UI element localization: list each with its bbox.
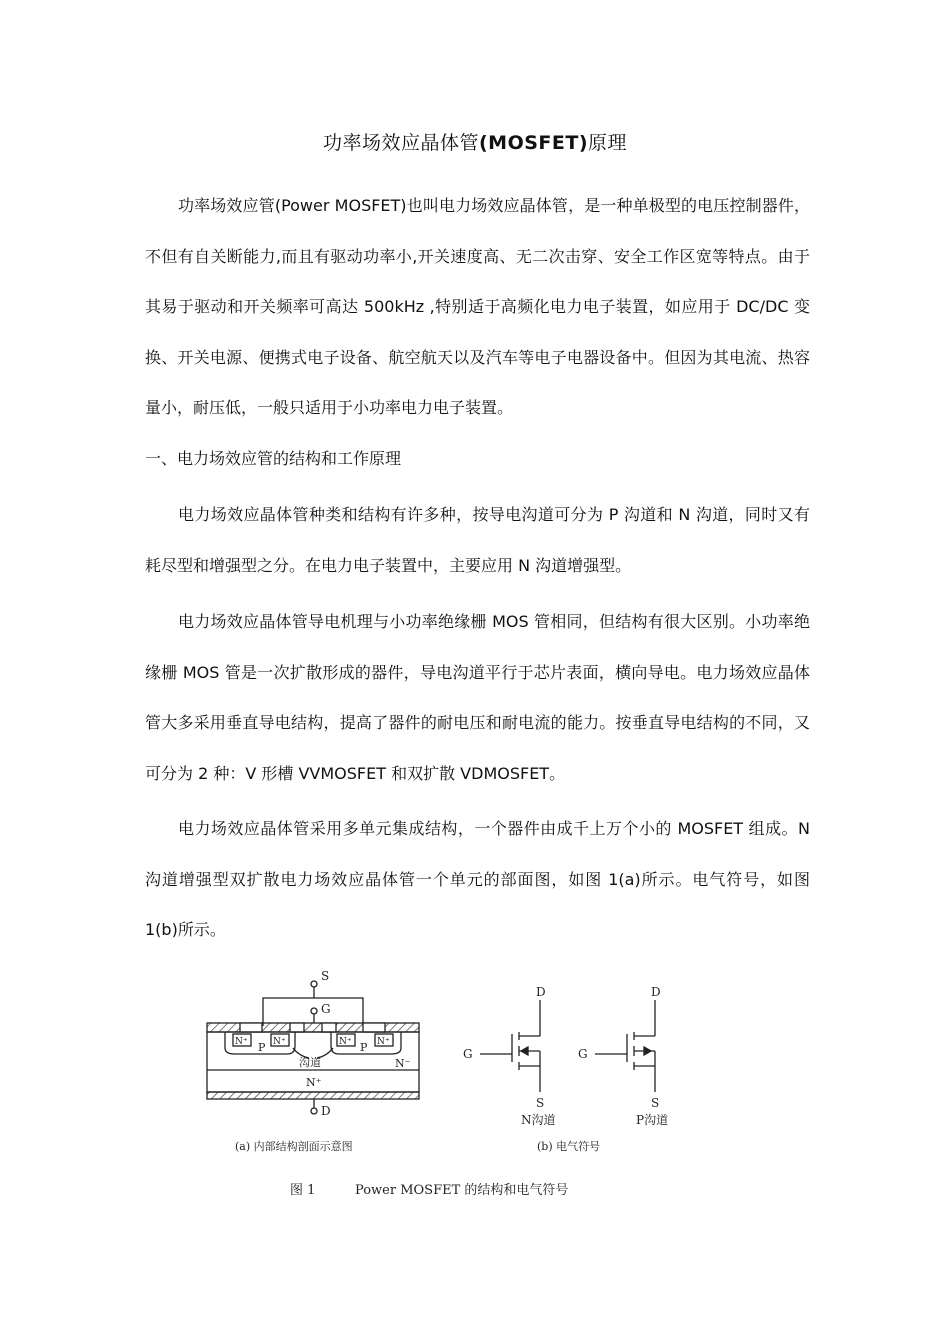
caption-a: (a) 内部结构剖面示意图 bbox=[235, 1140, 353, 1153]
paragraph-intro: 功率场效应管(Power MOSFET)也叫电力场效应晶体管，是一种单极型的电压控制器件，不但有自关断能力,而且有驱动功率小,开关速度高、无二次击穿、安全工作区宽等特点。由于其易于驱动和开关频率可高达 500kHz ,特别适于高频化电力电子装置，如应用于 DC/DC 变换、开关电源、便携式电子设备、航空航天以及汽车等电子电器设备中。但因为其电流、热容量小，耐压低，一般只适用于小功率电力电子装置。 bbox=[145, 196, 810, 417]
n-label-s: S bbox=[536, 1096, 545, 1110]
n-label-d: D bbox=[536, 985, 546, 999]
title-suffix: 原理 bbox=[588, 132, 628, 154]
label-n-minus: N⁻ bbox=[395, 1057, 411, 1070]
label-n-plus-2: N⁺ bbox=[273, 1037, 286, 1047]
label-n-plus-4: N⁺ bbox=[377, 1037, 390, 1047]
paragraph-types: 电力场效应晶体管种类和结构有许多种，按导电沟道可分为 P 沟道和 N 沟道，同时又有耗尽型和增强型之分。在电力电子装置中，主要应用 N 沟道增强型。 bbox=[145, 505, 810, 575]
p-channel-label: P沟道 bbox=[636, 1113, 669, 1127]
n-channel-label: N沟道 bbox=[521, 1113, 556, 1127]
label-d: D bbox=[321, 1104, 331, 1118]
caption-main: Power MOSFET 的结构和电气符号 bbox=[355, 1183, 569, 1198]
source-terminal-dot bbox=[311, 981, 317, 987]
figure-1-svg bbox=[195, 962, 705, 1207]
label-n-plus-1: N⁺ bbox=[235, 1037, 248, 1047]
section-heading: 一、电力场效应管的结构和工作原理 bbox=[145, 449, 402, 468]
p-channel-symbol bbox=[595, 1000, 655, 1092]
title-bold: (MOSFET) bbox=[478, 132, 589, 154]
p-label-g: G bbox=[578, 1047, 588, 1061]
n-channel-symbol bbox=[480, 1000, 540, 1092]
label-p-left: P bbox=[258, 1041, 266, 1054]
paragraph-mechanism: 电力场效应晶体管导电机理与小功率绝缘栅 MOS 管相同，但结构有很大区别。小功率绝缘栅 MOS 管是一次扩散形成的器件，导电沟道平行于芯片表面，横向导电。电力场效应晶体管大多采用垂直导电结构，提高了器件的耐电压和耐电流的能力。按垂直导电结构的不同，又可分为 2 种：V 形槽 VVMOSFET 和双扩散 VDMOSFET。 bbox=[145, 612, 810, 783]
label-channel: 沟道 bbox=[299, 1056, 321, 1069]
label-g: G bbox=[321, 1002, 331, 1016]
caption-b: (b) 电气符号 bbox=[537, 1140, 601, 1153]
n-channel-labels bbox=[463, 985, 556, 1127]
page-title bbox=[0, 128, 950, 155]
paragraph-structure: 电力场效应晶体管采用多单元集成结构，一个器件由成千上万个小的 MOSFET 组成。N 沟道增强型双扩散电力场效应晶体管一个单元的部面图，如图 1(a)所示。电气符号，如图 1(b)所示。 bbox=[145, 819, 810, 939]
structure-diagram bbox=[207, 981, 419, 1114]
n-label-g: G bbox=[463, 1047, 473, 1061]
label-n-plus-3: N⁺ bbox=[339, 1037, 352, 1047]
caption-number: 图 1 bbox=[290, 1183, 316, 1198]
label-p-right: P bbox=[360, 1041, 368, 1054]
label-n-plus-bottom: N⁺ bbox=[306, 1076, 322, 1089]
label-s: S bbox=[321, 969, 330, 983]
p-label-s: S bbox=[651, 1096, 660, 1110]
p-label-d: D bbox=[651, 985, 661, 999]
figure-1 bbox=[195, 962, 705, 1207]
title-prefix: 功率场效应晶体管 bbox=[322, 132, 479, 154]
